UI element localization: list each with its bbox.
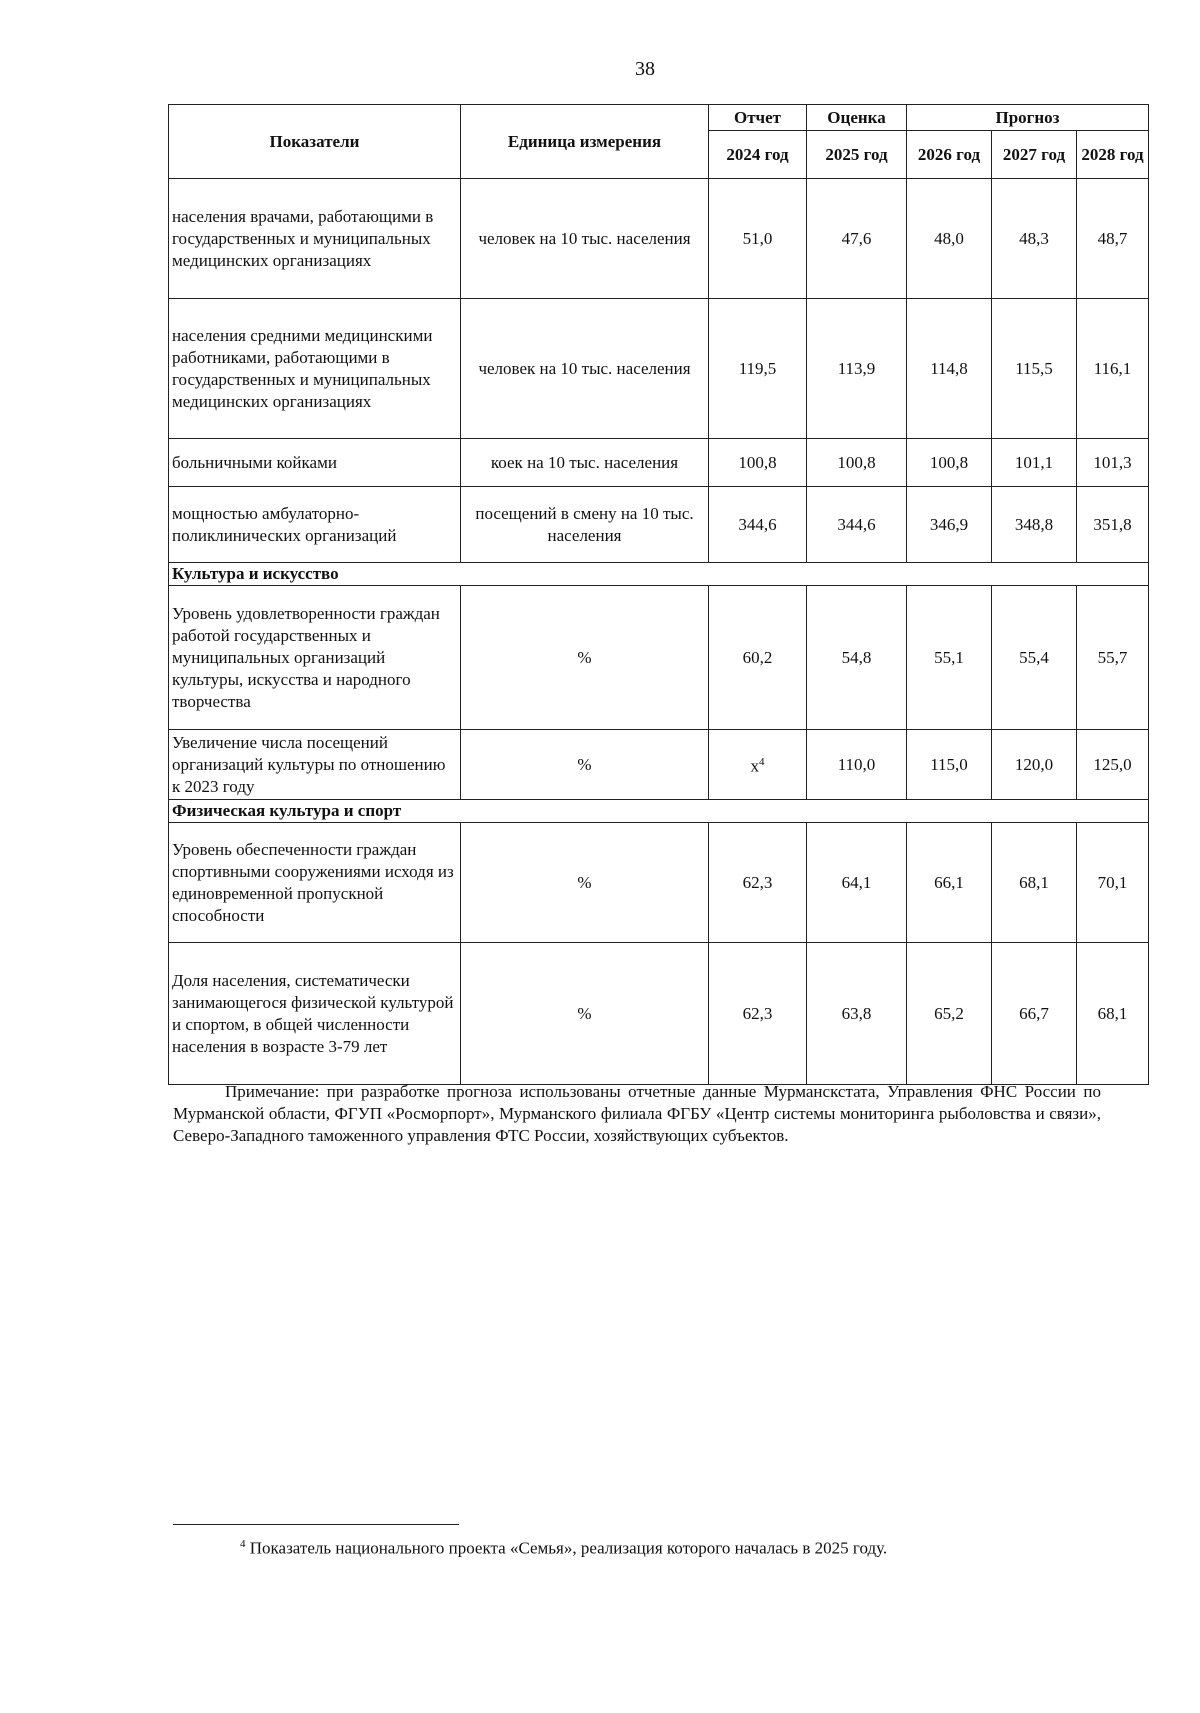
value-2027: 120,0 [992, 730, 1077, 800]
table-row [169, 730, 1149, 800]
table-row [169, 487, 1149, 563]
value-2026: 55,1 [907, 586, 992, 730]
header-year-2025: 2025 год [807, 131, 907, 179]
value-2024: 51,0 [709, 179, 807, 299]
table-row [169, 943, 1149, 1085]
footnote [240, 1538, 887, 1559]
table-row [169, 179, 1149, 299]
value-2025: 64,1 [807, 823, 907, 943]
unit-cell: % [461, 730, 709, 800]
footnote-ref: 4 [759, 756, 765, 769]
value-2028: 101,3 [1077, 439, 1149, 487]
header-year-2027: 2027 год [992, 131, 1077, 179]
value-2026: 114,8 [907, 299, 992, 439]
header-estimate: Оценка [807, 105, 907, 131]
page-number: 38 [635, 58, 655, 80]
section-row [169, 563, 1149, 586]
value-2026: 48,0 [907, 179, 992, 299]
indicator-cell: Увеличение числа посещений организаций культуры по отношению к 2023 году [169, 730, 461, 800]
table-row [169, 586, 1149, 730]
value-2027: 68,1 [992, 823, 1077, 943]
unit-cell: коек на 10 тыс. населения [461, 439, 709, 487]
value-2027: 101,1 [992, 439, 1077, 487]
indicator-cell: мощностью амбулаторно-поликлинических организаций [169, 487, 461, 563]
header-year-2026: 2026 год [907, 131, 992, 179]
value-2026: 100,8 [907, 439, 992, 487]
header-year-2024: 2024 год [709, 131, 807, 179]
section-row [169, 800, 1149, 823]
value-2027: 115,5 [992, 299, 1077, 439]
table-row [169, 439, 1149, 487]
footnote-text: Показатель национального проекта «Семья», реализация которого началась в 2025 году. [249, 1538, 888, 1558]
unit-cell: человек на 10 тыс. населения [461, 179, 709, 299]
value-2024 [709, 730, 807, 800]
value-2024-text: x [750, 756, 759, 776]
value-2028: 351,8 [1077, 487, 1149, 563]
header-report: Отчет [709, 105, 807, 131]
value-2025: 47,6 [807, 179, 907, 299]
unit-cell: % [461, 823, 709, 943]
indicator-cell: Доля населения, систематически занимающегося физической культурой и спортом, в общей численности населения в возрасте 3-79 лет [169, 943, 461, 1085]
value-2025: 100,8 [807, 439, 907, 487]
value-2025: 110,0 [807, 730, 907, 800]
section-heading: Физическая культура и спорт [169, 800, 1149, 823]
header-indicators: Показатели [169, 105, 461, 179]
table-row [169, 299, 1149, 439]
value-2028: 70,1 [1077, 823, 1149, 943]
unit-cell: % [461, 943, 709, 1085]
header-forecast: Прогноз [907, 105, 1149, 131]
value-2025: 54,8 [807, 586, 907, 730]
unit-cell: посещений в смену на 10 тыс. населения [461, 487, 709, 563]
value-2024: 100,8 [709, 439, 807, 487]
indicators-table [168, 104, 1149, 1085]
value-2026: 66,1 [907, 823, 992, 943]
value-2027: 348,8 [992, 487, 1077, 563]
table-row [169, 823, 1149, 943]
value-2027: 55,4 [992, 586, 1077, 730]
value-2024: 60,2 [709, 586, 807, 730]
indicator-cell: Уровень обеспеченности граждан спортивными сооружениями исходя из единовременной пропускной способности [169, 823, 461, 943]
value-2028: 68,1 [1077, 943, 1149, 1085]
value-2026: 115,0 [907, 730, 992, 800]
value-2025: 344,6 [807, 487, 907, 563]
value-2024: 119,5 [709, 299, 807, 439]
unit-cell: человек на 10 тыс. населения [461, 299, 709, 439]
header-year-2028: 2028 год [1077, 131, 1149, 179]
value-2025: 63,8 [807, 943, 907, 1085]
indicator-cell: больничными койками [169, 439, 461, 487]
value-2025: 113,9 [807, 299, 907, 439]
section-heading: Культура и искусство [169, 563, 1149, 586]
indicator-cell: населения средними медицинскими работниками, работающими в государственных и муниципальных медицинских организациях [169, 299, 461, 439]
value-2027: 48,3 [992, 179, 1077, 299]
unit-cell: % [461, 586, 709, 730]
value-2028: 48,7 [1077, 179, 1149, 299]
value-2024: 62,3 [709, 943, 807, 1085]
source-note: Примечание: при разработке прогноза использованы отчетные данные Мурманскстата, Управления ФНС России по Мурманской области, ФГУП «Росморпорт», Мурманского филиала ФГБУ «Центр системы мониторинга рыболовства и связи», Северо-Западного таможенного управления ФТС России, хозяйствующих субъектов. [173, 1082, 1101, 1145]
footnote-mark: 4 [240, 1538, 246, 1550]
footnote-divider [173, 1524, 459, 1525]
indicator-cell: Уровень удовлетворенности граждан работой государственных и муниципальных организаций культуры, искусства и народного творчества [169, 586, 461, 730]
value-2028: 55,7 [1077, 586, 1149, 730]
header-unit: Единица измерения [461, 105, 709, 179]
value-2028: 116,1 [1077, 299, 1149, 439]
value-2024: 62,3 [709, 823, 807, 943]
value-2024: 344,6 [709, 487, 807, 563]
value-2026: 346,9 [907, 487, 992, 563]
value-2028: 125,0 [1077, 730, 1149, 800]
value-2027: 66,7 [992, 943, 1077, 1085]
indicator-cell: населения врачами, работающими в государственных и муниципальных медицинских организациях [169, 179, 461, 299]
value-2026: 65,2 [907, 943, 992, 1085]
